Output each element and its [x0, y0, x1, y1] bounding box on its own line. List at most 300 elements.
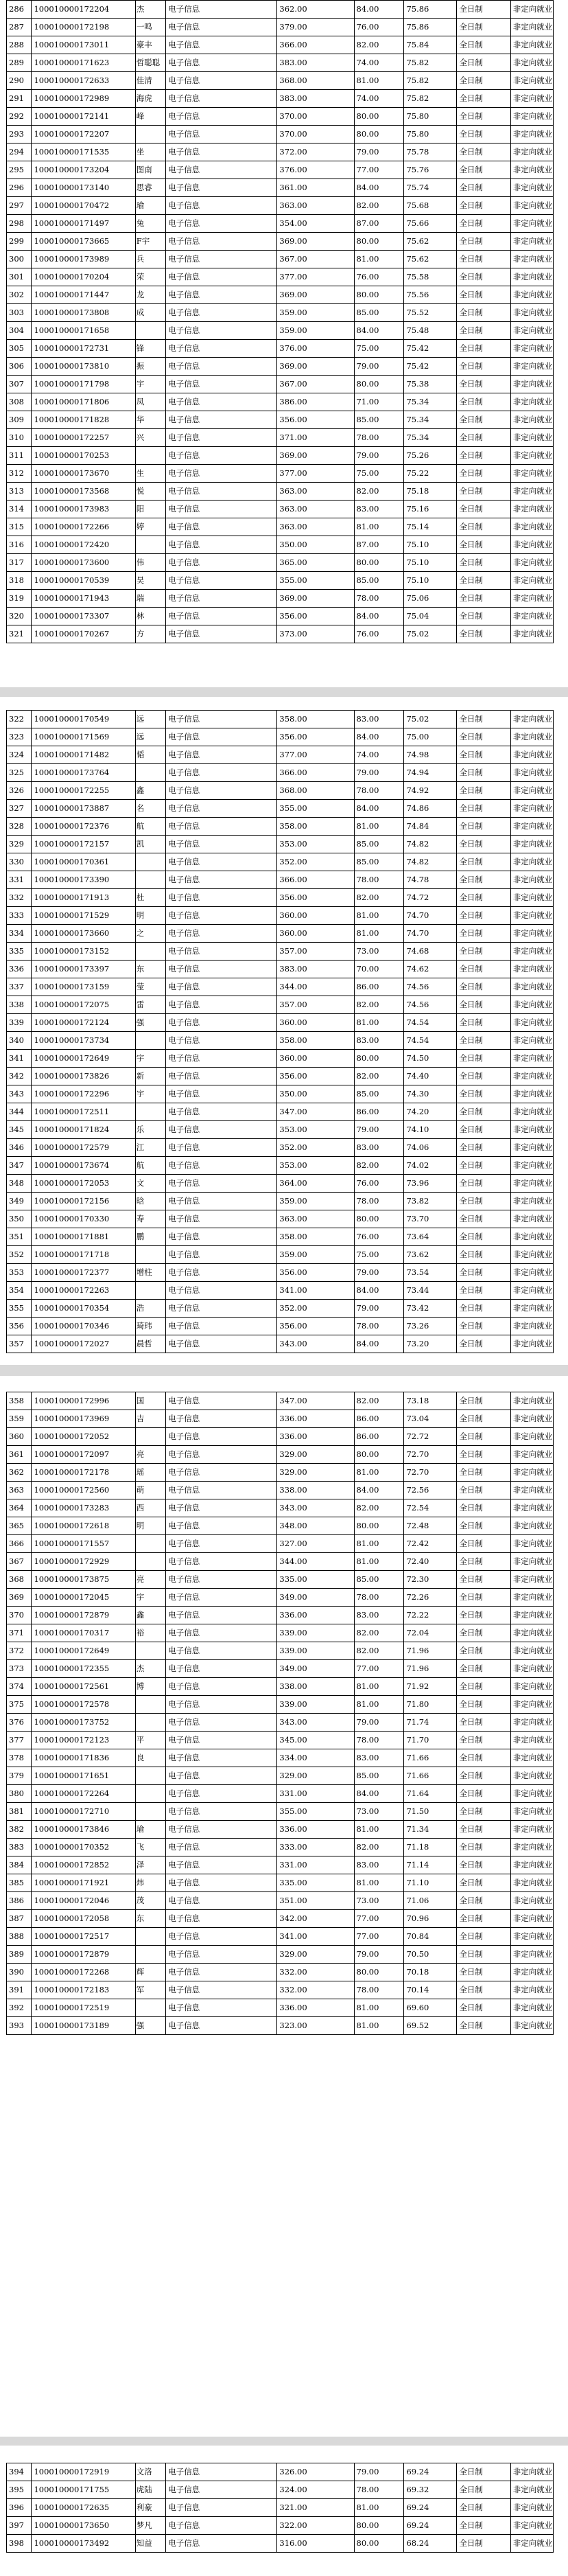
major-cell: 电子信息: [166, 1678, 277, 1696]
total-score: 70.14: [404, 1981, 457, 1999]
candidate-name: 昊: [135, 572, 166, 590]
candidate-name: 名: [135, 800, 166, 818]
candidate-name: 博: [135, 1678, 166, 1696]
category-cell: 非定向就业: [510, 1264, 553, 1282]
total-score: 75.86: [404, 19, 457, 36]
initial-score: 352.00: [277, 1300, 354, 1318]
study-mode-cell: 全日制: [457, 19, 510, 36]
initial-score: 372.00: [277, 143, 354, 161]
row-number: 307: [7, 376, 32, 393]
table-row: [7, 943, 554, 961]
candidate-name: 利豪: [135, 2499, 166, 2517]
interview-score: 80.00: [354, 108, 404, 126]
major-cell: 电子信息: [166, 393, 277, 411]
row-number: 291: [7, 90, 32, 108]
candidate-name: [135, 1535, 166, 1553]
interview-score: 79.00: [354, 764, 404, 782]
candidate-id: 100010000173875: [32, 1571, 135, 1589]
category-cell: 非定向就业: [510, 943, 553, 961]
total-score: 75.34: [404, 429, 457, 447]
interview-score: 85.00: [354, 836, 404, 853]
category-cell: 非定向就业: [510, 1335, 553, 1353]
category-cell: 非定向就业: [510, 1946, 553, 1964]
table-row: [7, 518, 554, 536]
study-mode-cell: 全日制: [457, 1482, 510, 1499]
row-number: 318: [7, 572, 32, 590]
initial-score: 366.00: [277, 764, 354, 782]
initial-score: 345.00: [277, 1732, 354, 1749]
study-mode-cell: 全日制: [457, 1660, 510, 1678]
interview-score: 76.00: [354, 1175, 404, 1193]
total-score: 69.24: [404, 2463, 457, 2481]
interview-score: 74.00: [354, 746, 404, 764]
row-number: 350: [7, 1210, 32, 1228]
candidate-name: 宇: [135, 1085, 166, 1103]
interview-score: 76.00: [354, 268, 404, 286]
major-cell: 电子信息: [166, 1428, 277, 1446]
candidate-id: 100010000173983: [32, 501, 135, 518]
row-number: 345: [7, 1121, 32, 1139]
category-cell: 非定向就业: [510, 340, 553, 358]
total-score: 75.86: [404, 1, 457, 19]
table-row: [7, 2463, 554, 2481]
table-row: [7, 1210, 554, 1228]
category-cell: 非定向就业: [510, 1999, 553, 2017]
table-row: [7, 1856, 554, 1874]
initial-score: 368.00: [277, 782, 354, 800]
major-cell: 电子信息: [166, 728, 277, 746]
row-number: 309: [7, 411, 32, 429]
table-row: [7, 429, 554, 447]
major-cell: 电子信息: [166, 961, 277, 978]
initial-score: 331.00: [277, 1785, 354, 1803]
initial-score: 363.00: [277, 483, 354, 501]
table-row: [7, 1014, 554, 1032]
total-score: 74.72: [404, 889, 457, 907]
initial-score: 347.00: [277, 1392, 354, 1410]
total-score: 72.42: [404, 1535, 457, 1553]
major-cell: 电子信息: [166, 143, 277, 161]
total-score: 75.62: [404, 233, 457, 251]
initial-score: 362.00: [277, 1, 354, 19]
total-score: 74.68: [404, 943, 457, 961]
row-number: 371: [7, 1624, 32, 1642]
initial-score: 355.00: [277, 1803, 354, 1821]
category-cell: 非定向就业: [510, 1482, 553, 1499]
study-mode-cell: 全日制: [457, 72, 510, 90]
major-cell: 电子信息: [166, 161, 277, 179]
row-number: 319: [7, 590, 32, 608]
study-mode-cell: 全日制: [457, 1335, 510, 1353]
total-score: 75.82: [404, 54, 457, 72]
interview-score: 77.00: [354, 1660, 404, 1678]
major-cell: 电子信息: [166, 1318, 277, 1335]
candidate-name: [135, 1553, 166, 1571]
initial-score: 332.00: [277, 1981, 354, 1999]
candidate-id: 100010000171828: [32, 411, 135, 429]
candidate-id: 100010000173752: [32, 1714, 135, 1732]
major-cell: 电子信息: [166, 572, 277, 590]
total-score: 71.80: [404, 1696, 457, 1714]
total-score: 74.30: [404, 1085, 457, 1103]
page-4: [0, 2446, 568, 2576]
candidate-id: 100010000170539: [32, 572, 135, 590]
candidate-name: [135, 1714, 166, 1732]
category-cell: 非定向就业: [510, 1981, 553, 1999]
initial-score: 357.00: [277, 943, 354, 961]
category-cell: 非定向就业: [510, 1732, 553, 1749]
row-number: 338: [7, 996, 32, 1014]
candidate-name: 江: [135, 1139, 166, 1157]
study-mode-cell: 全日制: [457, 1517, 510, 1535]
initial-score: 383.00: [277, 90, 354, 108]
candidate-id: 100010000173307: [32, 608, 135, 625]
total-score: 75.00: [404, 728, 457, 746]
total-score: 74.70: [404, 907, 457, 925]
table-row: [7, 1032, 554, 1050]
candidate-name: 瑜: [135, 197, 166, 215]
category-cell: 非定向就业: [510, 1517, 553, 1535]
table-row: [7, 1910, 554, 1928]
row-number: 323: [7, 728, 32, 746]
major-cell: 电子信息: [166, 1157, 277, 1175]
major-cell: 电子信息: [166, 1535, 277, 1553]
category-cell: 非定向就业: [510, 1121, 553, 1139]
candidate-name: 杜: [135, 889, 166, 907]
interview-score: 80.00: [354, 1210, 404, 1228]
row-number: 336: [7, 961, 32, 978]
candidate-id: 100010000172355: [32, 1660, 135, 1678]
candidate-id: 100010000171557: [32, 1535, 135, 1553]
initial-score: 367.00: [277, 376, 354, 393]
candidate-id: 100010000172207: [32, 126, 135, 143]
initial-score: 336.00: [277, 1410, 354, 1428]
initial-score: 338.00: [277, 1678, 354, 1696]
table-row: [7, 1050, 554, 1068]
major-cell: 电子信息: [166, 1050, 277, 1068]
total-score: 74.98: [404, 746, 457, 764]
row-number: 320: [7, 608, 32, 625]
interview-score: 73.00: [354, 943, 404, 961]
table-row: [7, 711, 554, 728]
total-score: 75.82: [404, 72, 457, 90]
total-score: 71.96: [404, 1660, 457, 1678]
row-number: 379: [7, 1767, 32, 1785]
candidate-id: 100010000173969: [32, 1410, 135, 1428]
study-mode-cell: 全日制: [457, 782, 510, 800]
category-cell: 非定向就业: [510, 36, 553, 54]
candidate-id: 100010000173826: [32, 1068, 135, 1085]
candidate-name: 婷: [135, 518, 166, 536]
initial-score: 329.00: [277, 1946, 354, 1964]
interview-score: 87.00: [354, 215, 404, 233]
candidate-name: 泽: [135, 1856, 166, 1874]
study-mode-cell: 全日制: [457, 1318, 510, 1335]
row-number: 341: [7, 1050, 32, 1068]
row-number: 287: [7, 19, 32, 36]
table-row: [7, 286, 554, 304]
study-mode-cell: 全日制: [457, 1392, 510, 1410]
row-number: 388: [7, 1928, 32, 1946]
row-number: 321: [7, 625, 32, 643]
major-cell: 电子信息: [166, 1821, 277, 1839]
candidate-id: 100010000170472: [32, 197, 135, 215]
interview-score: 84.00: [354, 800, 404, 818]
table-row: [7, 179, 554, 197]
row-number: 303: [7, 304, 32, 322]
table-row: [7, 746, 554, 764]
total-score: 74.10: [404, 1121, 457, 1139]
row-number: 367: [7, 1553, 32, 1571]
interview-score: 83.00: [354, 1032, 404, 1050]
table-row: [7, 1103, 554, 1121]
major-cell: 电子信息: [166, 1964, 277, 1981]
table-row: [7, 90, 554, 108]
candidate-name: 虎陆: [135, 2481, 166, 2499]
major-cell: 电子信息: [166, 233, 277, 251]
table-row: [7, 411, 554, 429]
study-mode-cell: 全日制: [457, 2463, 510, 2481]
row-number: 375: [7, 1696, 32, 1714]
major-cell: 电子信息: [166, 1839, 277, 1856]
category-cell: 非定向就业: [510, 19, 553, 36]
category-cell: 非定向就业: [510, 447, 553, 465]
study-mode-cell: 全日制: [457, 322, 510, 340]
category-cell: 非定向就业: [510, 907, 553, 925]
row-number: 305: [7, 340, 32, 358]
row-number: 393: [7, 2017, 32, 2035]
candidate-name: 寿: [135, 1210, 166, 1228]
interview-score: 86.00: [354, 1428, 404, 1446]
initial-score: 359.00: [277, 304, 354, 322]
major-cell: 电子信息: [166, 1335, 277, 1353]
category-cell: 非定向就业: [510, 376, 553, 393]
row-number: 391: [7, 1981, 32, 1999]
initial-score: 369.00: [277, 590, 354, 608]
major-cell: 电子信息: [166, 1946, 277, 1964]
candidate-name: 国: [135, 1392, 166, 1410]
interview-score: 83.00: [354, 1749, 404, 1767]
major-cell: 电子信息: [166, 19, 277, 36]
study-mode-cell: 全日制: [457, 572, 510, 590]
category-cell: 非定向就业: [510, 782, 553, 800]
initial-score: 369.00: [277, 233, 354, 251]
table-row: [7, 764, 554, 782]
initial-score: 363.00: [277, 518, 354, 536]
major-cell: 电子信息: [166, 1210, 277, 1228]
total-score: 75.58: [404, 268, 457, 286]
study-mode-cell: 全日制: [457, 961, 510, 978]
study-mode-cell: 全日制: [457, 340, 510, 358]
category-cell: 非定向就业: [510, 1714, 553, 1732]
interview-score: 84.00: [354, 322, 404, 340]
initial-score: 348.00: [277, 1517, 354, 1535]
category-cell: 非定向就业: [510, 1821, 553, 1839]
candidate-id: 100010000173492: [32, 2535, 135, 2553]
candidate-id: 100010000173989: [32, 251, 135, 268]
interview-score: 80.00: [354, 1050, 404, 1068]
row-number: 382: [7, 1821, 32, 1839]
category-cell: 非定向就业: [510, 1535, 553, 1553]
candidate-name: 亮: [135, 1446, 166, 1464]
candidate-name: 荣: [135, 268, 166, 286]
study-mode-cell: 全日制: [457, 1121, 510, 1139]
study-mode-cell: 全日制: [457, 1535, 510, 1553]
row-number: 368: [7, 1571, 32, 1589]
candidate-name: [135, 1696, 166, 1714]
row-number: 390: [7, 1964, 32, 1981]
total-score: 70.96: [404, 1910, 457, 1928]
candidate-id: 100010000173390: [32, 871, 135, 889]
score-table-page-1: [6, 0, 554, 643]
table-row: [7, 54, 554, 72]
interview-score: 78.00: [354, 871, 404, 889]
initial-score: 339.00: [277, 1642, 354, 1660]
study-mode-cell: 全日制: [457, 1749, 510, 1767]
study-mode-cell: 全日制: [457, 536, 510, 554]
study-mode-cell: 全日制: [457, 1410, 510, 1428]
candidate-name: 晨哲: [135, 1335, 166, 1353]
study-mode-cell: 全日制: [457, 447, 510, 465]
total-score: 75.16: [404, 501, 457, 518]
candidate-id: 100010000171824: [32, 1121, 135, 1139]
row-number: 352: [7, 1246, 32, 1264]
candidate-id: 100010000173152: [32, 943, 135, 961]
total-score: 75.78: [404, 143, 457, 161]
row-number: 294: [7, 143, 32, 161]
category-cell: 非定向就业: [510, 1014, 553, 1032]
candidate-name: 辉: [135, 1964, 166, 1981]
candidate-name: 坐: [135, 143, 166, 161]
major-cell: 电子信息: [166, 108, 277, 126]
table-row: [7, 1946, 554, 1964]
candidate-id: 100010000171718: [32, 1246, 135, 1264]
category-cell: 非定向就业: [510, 764, 553, 782]
major-cell: 电子信息: [166, 501, 277, 518]
candidate-id: 100010000173810: [32, 358, 135, 376]
row-number: 387: [7, 1910, 32, 1928]
total-score: 71.34: [404, 1821, 457, 1839]
candidate-id: 100010000172618: [32, 1517, 135, 1535]
initial-score: 321.00: [277, 2499, 354, 2517]
total-score: 75.14: [404, 518, 457, 536]
major-cell: 电子信息: [166, 1553, 277, 1571]
initial-score: 363.00: [277, 197, 354, 215]
category-cell: 非定向就业: [510, 711, 553, 728]
total-score: 74.84: [404, 818, 457, 836]
candidate-id: 100010000170361: [32, 853, 135, 871]
total-score: 71.10: [404, 1874, 457, 1892]
row-number: 324: [7, 746, 32, 764]
initial-score: 377.00: [277, 746, 354, 764]
row-number: 362: [7, 1464, 32, 1482]
interview-score: 81.00: [354, 907, 404, 925]
total-score: 71.66: [404, 1767, 457, 1785]
table-row: [7, 1785, 554, 1803]
total-score: 73.18: [404, 1392, 457, 1410]
total-score: 74.54: [404, 1014, 457, 1032]
candidate-name: 图南: [135, 161, 166, 179]
candidate-name: 强: [135, 2017, 166, 2035]
candidate-name: 生: [135, 465, 166, 483]
interview-score: 82.00: [354, 1157, 404, 1175]
candidate-id: 100010000171798: [32, 376, 135, 393]
major-cell: 电子信息: [166, 36, 277, 54]
row-number: 376: [7, 1714, 32, 1732]
table-row: [7, 1175, 554, 1193]
candidate-name: 远: [135, 728, 166, 746]
total-score: 74.82: [404, 836, 457, 853]
study-mode-cell: 全日制: [457, 376, 510, 393]
row-number: 333: [7, 907, 32, 925]
study-mode-cell: 全日制: [457, 2517, 510, 2535]
row-number: 325: [7, 764, 32, 782]
candidate-id: 100010000172635: [32, 2499, 135, 2517]
category-cell: 非定向就业: [510, 1642, 553, 1660]
study-mode-cell: 全日制: [457, 1964, 510, 1981]
interview-score: 82.00: [354, 1839, 404, 1856]
interview-score: 76.00: [354, 1228, 404, 1246]
candidate-name: 宇: [135, 1589, 166, 1607]
candidate-name: 龙: [135, 286, 166, 304]
initial-score: 336.00: [277, 1607, 354, 1624]
total-score: 75.84: [404, 36, 457, 54]
interview-score: 85.00: [354, 853, 404, 871]
total-score: 73.54: [404, 1264, 457, 1282]
initial-score: 367.00: [277, 251, 354, 268]
category-cell: 非定向就业: [510, 608, 553, 625]
interview-score: 85.00: [354, 1767, 404, 1785]
table-row: [7, 340, 554, 358]
category-cell: 非定向就业: [510, 483, 553, 501]
table-row: [7, 1139, 554, 1157]
candidate-id: 100010000171921: [32, 1874, 135, 1892]
candidate-name: 伟: [135, 554, 166, 572]
total-score: 70.18: [404, 1964, 457, 1981]
row-number: 365: [7, 1517, 32, 1535]
study-mode-cell: 全日制: [457, 161, 510, 179]
table-row: [7, 800, 554, 818]
total-score: 72.22: [404, 1607, 457, 1624]
category-cell: 非定向就业: [510, 818, 553, 836]
study-mode-cell: 全日制: [457, 1732, 510, 1749]
study-mode-cell: 全日制: [457, 1981, 510, 1999]
major-cell: 电子信息: [166, 286, 277, 304]
interview-score: 83.00: [354, 1607, 404, 1624]
table-row: [7, 1318, 554, 1335]
interview-score: 86.00: [354, 1410, 404, 1428]
candidate-name: [135, 1999, 166, 2017]
row-number: 370: [7, 1607, 32, 1624]
candidate-name: 凯: [135, 836, 166, 853]
total-score: 70.50: [404, 1946, 457, 1964]
table-row: [7, 1410, 554, 1428]
category-cell: 非定向就业: [510, 1193, 553, 1210]
interview-score: 83.00: [354, 501, 404, 518]
table-row: [7, 2535, 554, 2553]
candidate-id: 100010000172633: [32, 72, 135, 90]
total-score: 72.70: [404, 1446, 457, 1464]
candidate-name: 兵: [135, 251, 166, 268]
major-cell: 电子信息: [166, 1732, 277, 1749]
row-number: 366: [7, 1535, 32, 1553]
table-row: [7, 2017, 554, 2035]
major-cell: 电子信息: [166, 1228, 277, 1246]
category-cell: 非定向就业: [510, 1553, 553, 1571]
category-cell: 非定向就业: [510, 411, 553, 429]
total-score: 75.34: [404, 393, 457, 411]
candidate-name: [135, 126, 166, 143]
